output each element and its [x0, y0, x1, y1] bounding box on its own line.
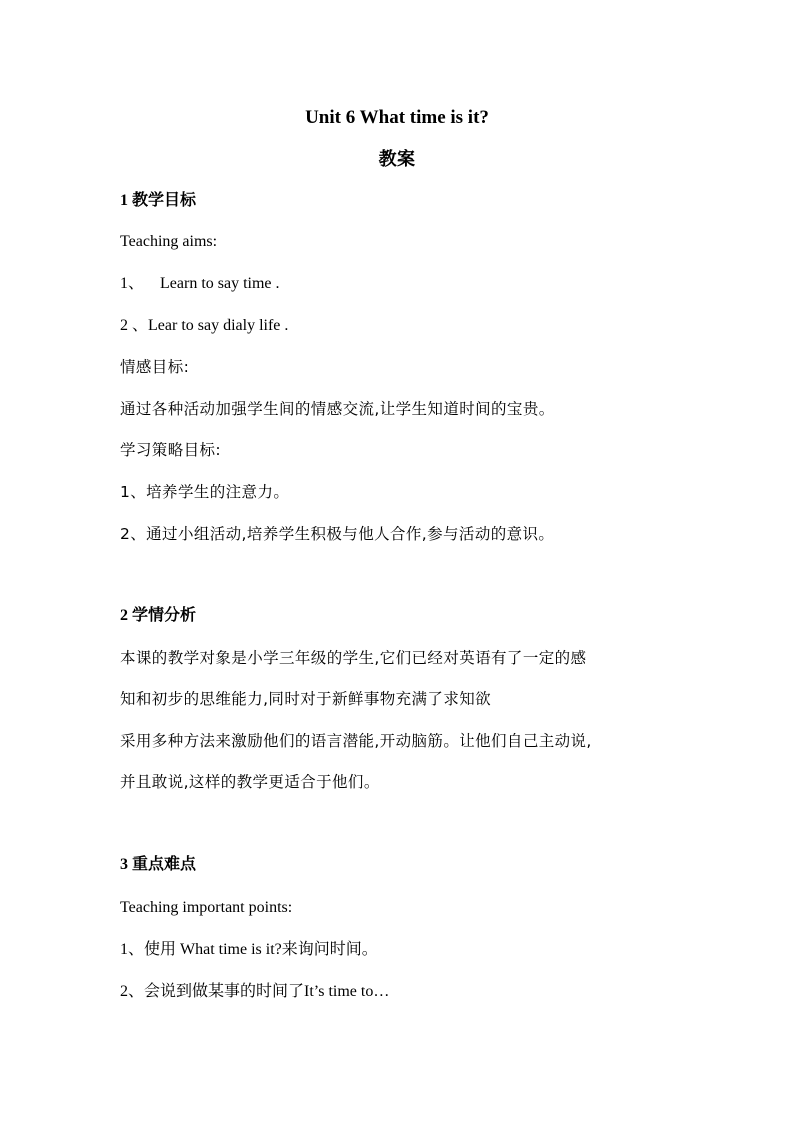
- aim-item-1-number: 1、: [120, 275, 145, 292]
- analysis-line-2: 知和初步的思维能力,同时对于新鲜事物充满了求知欲: [120, 690, 492, 708]
- section-3-heading: 3 重点难点: [120, 856, 197, 873]
- important-point-1: 1、使用 What time is it?来询问时间。: [120, 941, 378, 958]
- section-1-heading: 1 教学目标: [120, 192, 197, 209]
- emotion-goal-label: 情感目标:: [120, 358, 190, 376]
- aim-item-1-text: Learn to say time .: [160, 275, 280, 292]
- analysis-line-4: 并且敢说,这样的教学更适合于他们。: [120, 773, 380, 791]
- strategy-item-1: 1、培养学生的注意力。: [120, 483, 290, 501]
- aim-item-1: [120, 273, 280, 295]
- document-title: Unit 6 What time is it?: [305, 107, 489, 128]
- important-points-label: Teaching important points:: [120, 899, 293, 916]
- analysis-line-3: 采用多种方法来激励他们的语言潜能,开动脑筋。让他们自己主动说,: [120, 732, 592, 750]
- section-2-heading: 2 学情分析: [120, 607, 197, 624]
- aim-item-2: [120, 315, 288, 337]
- document-subtitle: 教案: [378, 149, 416, 170]
- strategy-goal-label: 学习策略目标:: [120, 441, 222, 459]
- emotion-goal-text: 通过各种活动加强学生间的情感交流,让学生知道时间的宝贵。: [120, 400, 555, 418]
- strategy-item-2: 2、通过小组活动,培养学生积极与他人合作,参与活动的意识。: [120, 525, 555, 543]
- important-point-2: 2、会说到做某事的时间了It’s time to…: [120, 983, 390, 1000]
- teaching-aims-label: Teaching aims:: [120, 233, 218, 250]
- analysis-line-1: 本课的教学对象是小学三年级的学生,它们已经对英语有了一定的感: [120, 649, 587, 667]
- aim-item-2-text: Lear to say dialy life .: [148, 317, 289, 334]
- aim-item-2-number: 2 、: [120, 317, 149, 334]
